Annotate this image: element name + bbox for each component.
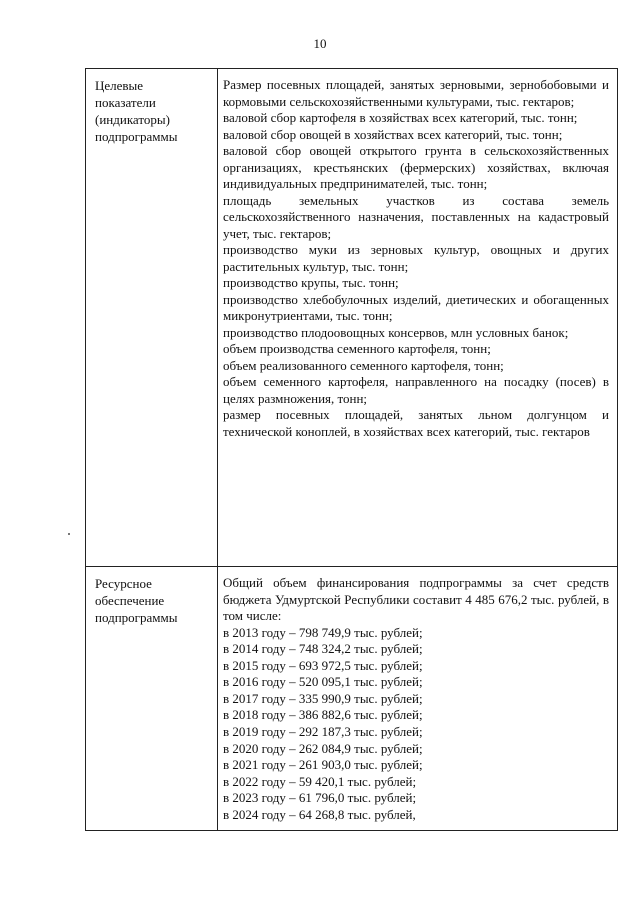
row-label-resources [95, 575, 213, 626]
funding-year-item: в 2019 году – 292 187,3 тыс. рублей; [223, 724, 423, 740]
label-line: обеспечение [95, 593, 165, 608]
indicator-item: производство муки из зерновых культур, овощных и других растительных культур, тыс. тонн; [223, 242, 609, 274]
funding-year-item: в 2020 году – 262 084,9 тыс. рублей; [223, 740, 423, 756]
label-line: Ресурсное [95, 576, 152, 591]
indicator-item: объем семенного картофеля, направленного на посадку (посев) в целях размножения, тонн; [223, 374, 609, 406]
indicators-list [218, 69, 618, 567]
row-label-indicators [95, 77, 213, 145]
funding-year-item: в 2022 году – 59 420,1 тыс. рублей; [223, 773, 417, 789]
row-label-cell [86, 69, 218, 567]
label-line: показатели [95, 95, 156, 110]
indicator-item: валовой сбор овощей в хозяйствах всех категорий, тыс. тонн; [223, 126, 563, 142]
indicator-item: Размер посевных площадей, занятых зерновыми, зернобобовыми и кормовыми сельскохозяйственными культурами, тыс. гектаров; [223, 77, 609, 109]
row-label-cell [86, 567, 218, 831]
label-line: подпрограммы [95, 129, 178, 144]
funding-years-list [223, 625, 609, 824]
indicator-item: размер посевных площадей, занятых льном долгунцом и технической коноплей, в хозяйствах всех категорий, тыс. гектаров [223, 407, 609, 439]
indicator-item: производство хлебобулочных изделий, диетических и обогащенных микронутриентами, тыс. тонн; [223, 291, 609, 323]
page-number: 10 [313, 36, 327, 51]
funding-year-item: в 2013 году – 798 749,9 тыс. рублей; [223, 624, 423, 640]
funding-year-item: в 2016 году – 520 095,1 тыс. рублей; [223, 674, 423, 690]
funding-content [218, 567, 618, 831]
scan-dot [68, 533, 70, 535]
label-line: Целевые [95, 78, 144, 93]
table-row-resources [86, 567, 618, 831]
indicator-item: производство крупы, тыс. тонн; [223, 275, 399, 290]
funding-intro: Общий объем финансирования подпрограммы за счет средств бюджета Удмуртской Республики составит 4 485 676,2 тыс. рублей, в том числе: [223, 575, 609, 623]
label-line: подпрограммы [95, 610, 178, 625]
subprogram-passport-table [85, 68, 618, 831]
funding-year-item: в 2018 году – 386 882,6 тыс. рублей; [223, 707, 423, 723]
indicator-item: площадь земельных участков из состава земель сельскохозяйственного назначения, поставленных на кадастровый учет, тыс. гектаров; [223, 192, 609, 241]
table-row-indicators [86, 69, 618, 567]
indicator-item: валовой сбор овощей открытого грунта в сельскохозяйственных организациях, крестьянских (фермерских) хозяйствах, включая индивидуальных предпринимателей, тыс. тонн; [223, 143, 609, 191]
indicator-item: объем производства семенного картофеля, тонн; [223, 341, 491, 356]
indicator-item: валовой сбор картофеля в хозяйствах всех категорий, тыс. тонн; [223, 110, 578, 125]
funding-year-item: в 2017 году – 335 990,9 тыс. рублей; [223, 690, 423, 706]
funding-year-item: в 2021 году – 261 903,0 тыс. рублей; [223, 757, 423, 773]
funding-year-item: в 2023 году – 61 796,0 тыс. рублей; [223, 790, 417, 806]
funding-year-item: в 2024 году – 64 268,8 тыс. рублей, [223, 807, 416, 823]
funding-year-item: в 2014 году – 748 324,2 тыс. рублей; [223, 641, 423, 657]
indicator-item: объем реализованного семенного картофеля, тонн; [223, 357, 504, 373]
label-line: (индикаторы) [95, 112, 170, 127]
funding-year-item: в 2015 году – 693 972,5 тыс. рублей; [223, 657, 423, 673]
indicator-item: производство плодоовощных консервов, млн условных банок; [223, 324, 569, 340]
